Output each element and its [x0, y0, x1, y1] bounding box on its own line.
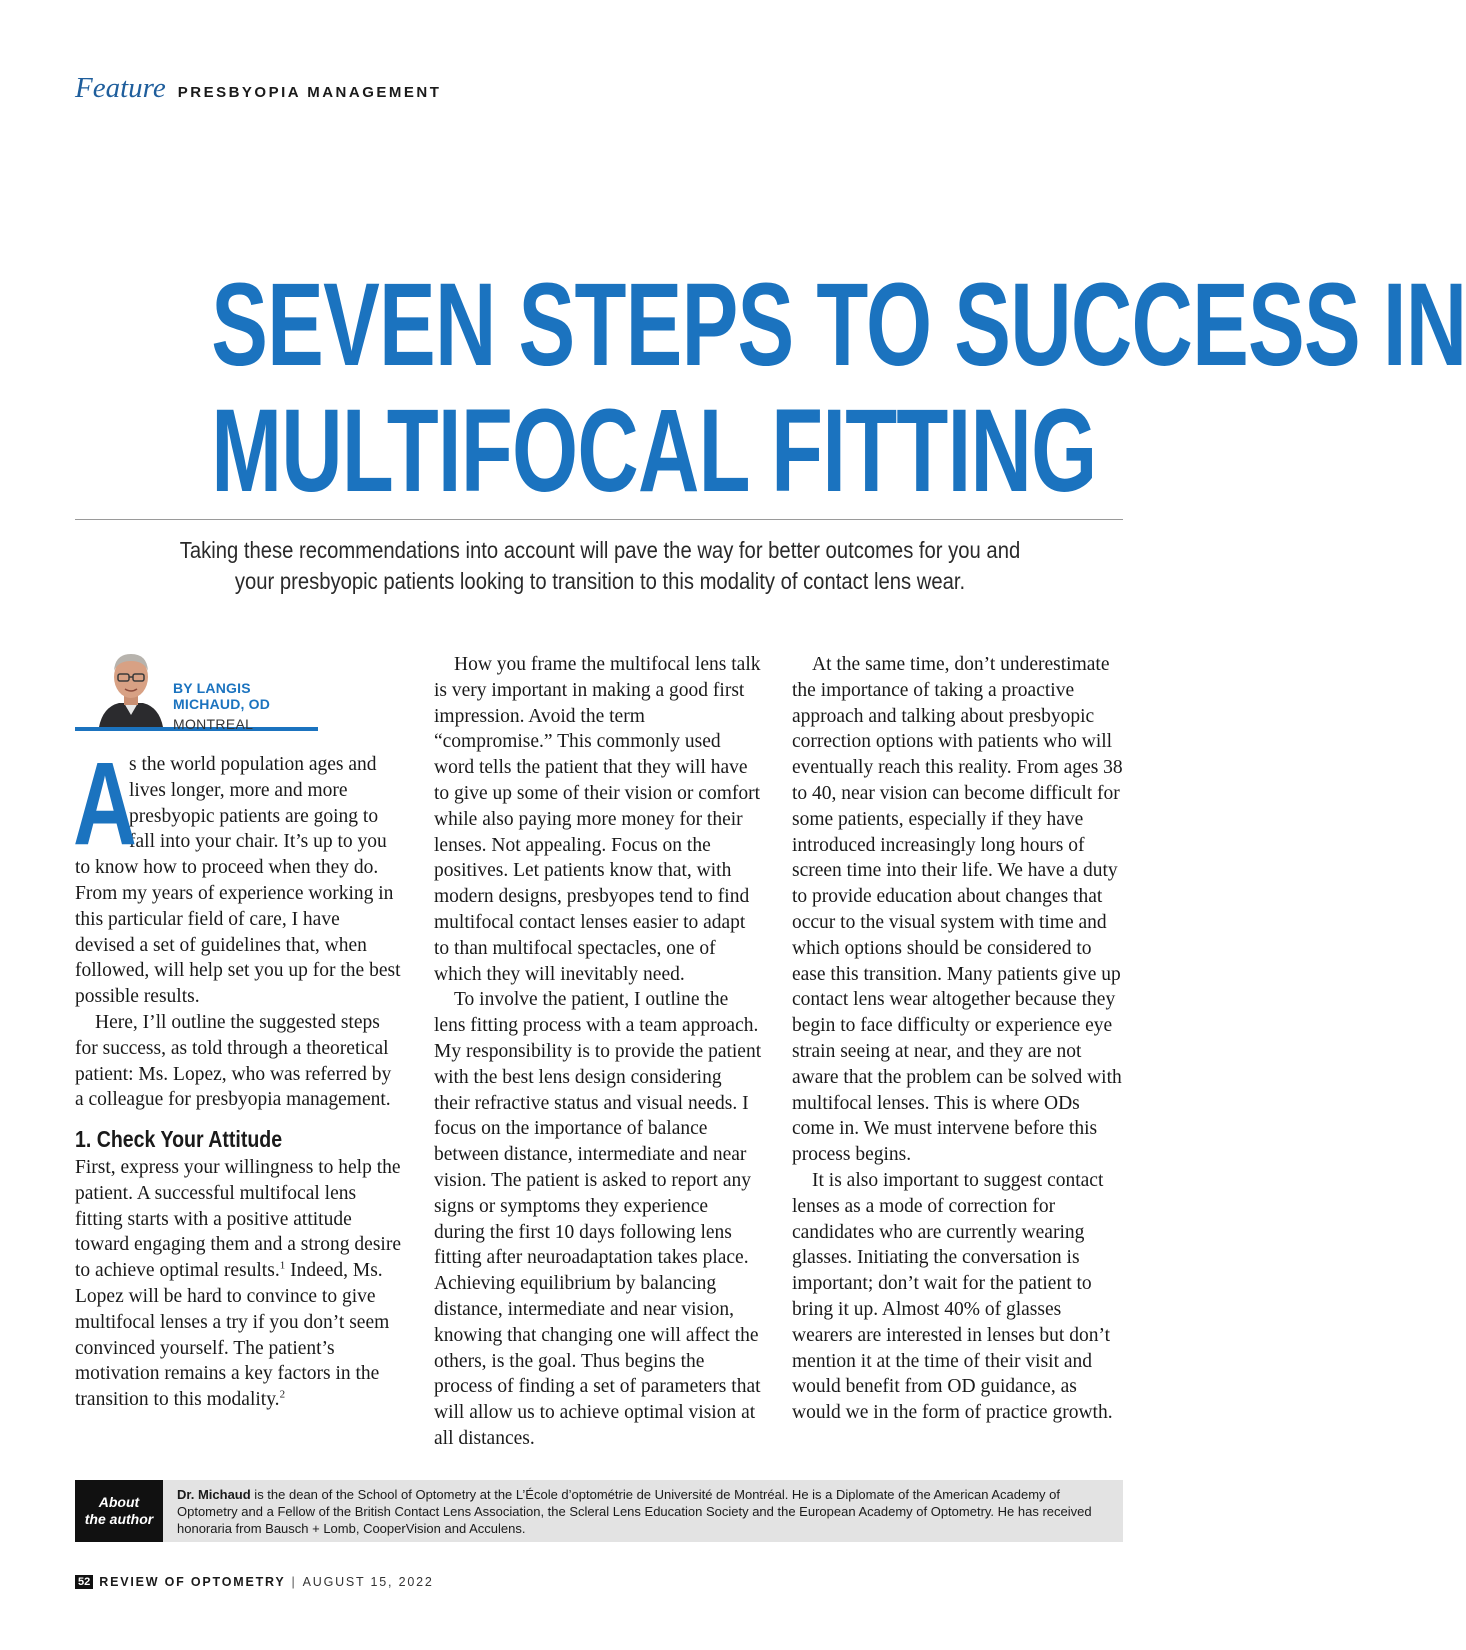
- running-header: [75, 72, 441, 105]
- about-label-line-1: About: [98, 1494, 140, 1510]
- about-label-line-2: the author: [84, 1511, 154, 1527]
- footnote-ref: 1: [279, 1259, 286, 1272]
- drop-cap: A: [73, 738, 137, 870]
- article-deck: Taking these recommendations into account will pave the way for better outcomes for you and your presbyopic patients looking to transition to this modality of contact lens wear.: [179, 537, 1021, 594]
- paragraph: How you frame the multifocal lens talk is very important in making a good first impression. Avoid the term “compromise.” This commonly used word tells the patient that they will have to give up some of their vision or comfort while also paying more money for their lenses. Not appealing. Focus on the positives. Let patients know that, with modern designs, presbyopes tend to find multifocal contact lenses easier to adapt to than multifocal spectacles, one of which they will inevitably need.: [434, 654, 761, 985]
- feature-label: Feature: [75, 72, 166, 104]
- column-1: [73, 738, 403, 1413]
- about-bio: is the dean of the School of Optometry at the L’École d’optométrie de Université de Montréal. He is a Diplomate of the American Academy of Optometry and a Fellow of the British Contact Lens Association, the Scleral Lens Education Society and the European Academy of Optometry. He has received honoraria from Bausch + Lomb, CooperVision and Acculens.: [177, 1487, 1092, 1536]
- article-title-line-1: SEVEN STEPS TO SUCCESS IN: [211, 259, 1466, 391]
- paragraph: [75, 1155, 403, 1413]
- section-heading: 1. Check Your Attitude: [75, 1126, 283, 1153]
- section-label: PRESBYOPIA MANAGEMENT: [177, 84, 442, 101]
- about-label: [75, 1480, 163, 1542]
- author-name: BY LANGIS MICHAUD, OD: [173, 680, 271, 712]
- author-location: MONTREAL: [173, 716, 254, 732]
- intro-paragraph: [73, 738, 403, 1010]
- paragraph-text: First, express your willingness to help the patient. A successful multifocal lens fitting starts with a positive attitude toward engaging them and a strong desire to achieve optimal results.: [75, 1156, 401, 1282]
- byline: [173, 680, 318, 732]
- paragraph: At the same time, don’t underestimate the importance of taking a proactive approach and talking about presbyopic correction options with patients who will eventually reach this reality. From ages 38 to 40, near vision can become difficult for some patients, especially if they have introduced increasingly long hours of screen time into their life. We have a duty to provide education about changes that occur to the visual system with time and which options should be considered to ease this transition. Many patients give up contact lens wear altogether because they begin to face difficulty or experience eye strain seeing at near, and they are not aware that the problem can be solved with multifocal lenses. This is where ODs come in. We must intervene before this process begins.: [792, 654, 1123, 1166]
- issue-date: AUGUST 15, 2022: [302, 1575, 434, 1589]
- about-the-author-box: [75, 1480, 1123, 1542]
- article-title-line-2: MULTIFOCAL FITTING: [211, 385, 1097, 517]
- author-portrait-image: [97, 645, 165, 727]
- page-footer: [75, 1575, 434, 1589]
- intro-text: s the world population ages and lives longer, more and more presbyopic patients are going to fall into your chair. It’s up to you to know how to proceed when they do. From my years of experience working in this particular field of care, I have devised a set of guidelines that, when followed, will help set you up for the best possible results.: [75, 754, 401, 1008]
- paragraph: Here, I’ll outline the suggested steps for success, as told through a theoretical patient: Ms. Lopez, who was referred by a colleague for presbyopia management.: [75, 1011, 392, 1111]
- column-3: [792, 652, 1123, 1426]
- publication-name: REVIEW OF OPTOMETRY: [99, 1575, 286, 1589]
- paragraph: To involve the patient, I outline the lens fitting process with a team approach. My responsibility is to provide the patient with the best lens design considering their refractive status and visual needs. I focus on the importance of balance between distance, intermediate and near vision. The patient is asked to report any signs or symptoms they experience during the first 10 days following lens fitting after neuroadaptation takes place. Achieving equilibrium by balancing distance, intermediate and near vision, knowing that changing one will affect the others, is the goal. Thus begins the process of finding a set of parameters that will allow us to achieve optimal vision at all distances.: [434, 989, 762, 1449]
- author-box: [75, 645, 318, 731]
- paragraph: It is also important to suggest contact lenses as a mode of correction for candidates who are currently wearing glasses. Initiating the conversation is important; don’t wait for the patient to bring it up. Almost 40% of glasses wearers are interested in lenses but don’t mention it at the time of their visit and would benefit from OD guidance, as would we in the form of practice growth.: [792, 1169, 1113, 1424]
- column-2: [434, 652, 762, 1452]
- page-number: 52: [75, 1575, 93, 1589]
- article-title: [211, 259, 1466, 517]
- about-text: [163, 1480, 1123, 1542]
- paragraph-text: Indeed, Ms. Lopez will be hard to convince to give multifocal lenses a try if you don’t seem convinced yourself. The patient’s motivation remains a key factors in the transition to this modality.: [75, 1260, 390, 1411]
- title-divider: [75, 519, 1123, 520]
- about-author-name: Dr. Michaud: [177, 1487, 251, 1502]
- footer-separator: |: [291, 1575, 297, 1589]
- author-photo: [97, 645, 165, 727]
- footnote-ref: 2: [279, 1388, 286, 1401]
